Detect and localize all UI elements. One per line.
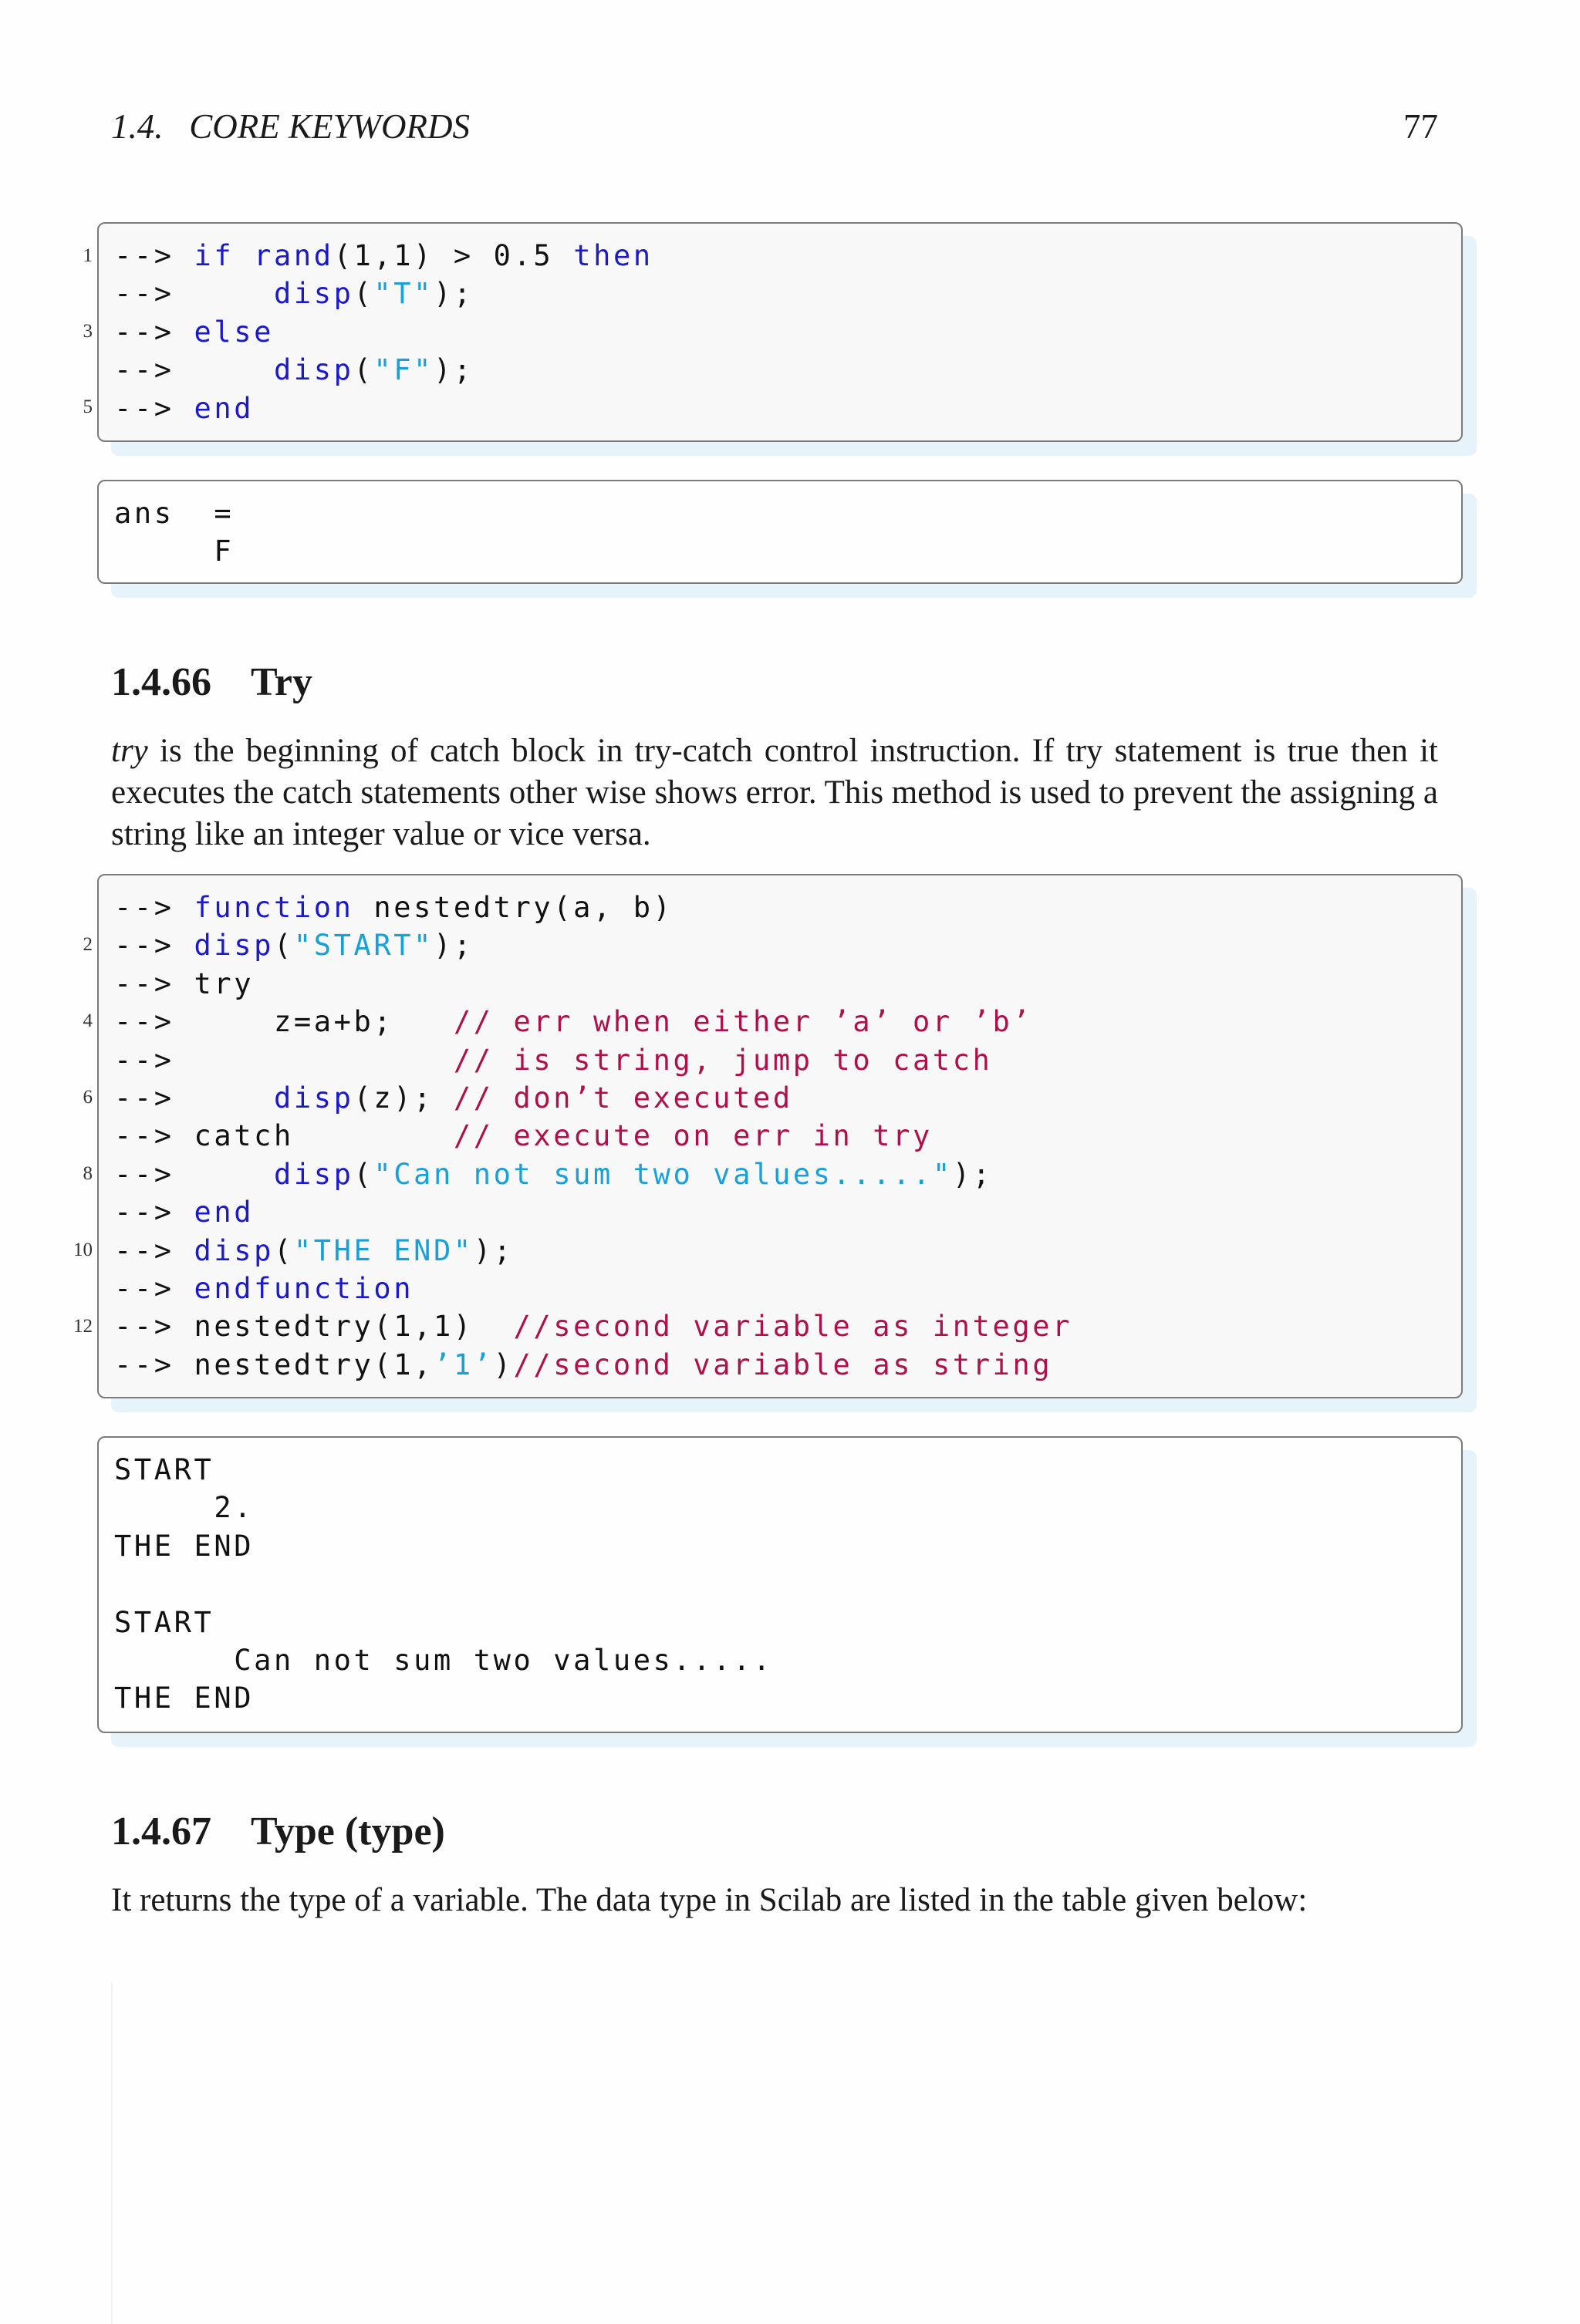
keyword-token: disp	[194, 929, 275, 963]
code-token: -->	[114, 391, 194, 425]
comment-token: // execute on err in try	[453, 1119, 933, 1153]
code-token: -->	[114, 1272, 194, 1305]
code-line	[114, 1003, 1032, 1041]
line-number: 10	[73, 1240, 93, 1260]
keyword-token: then	[573, 239, 653, 272]
code-token: nestedtry(a, b)	[353, 891, 674, 924]
code-token: (	[274, 1233, 294, 1267]
code-line	[114, 1193, 254, 1231]
output-line: ans =	[114, 497, 235, 530]
paragraph-try-text: is the beginning of catch block in try-catch control instruction. If try statement is true then it executes the catch statements other wise shows error. This method is used to prevent the assigning a string like an integer value or vice versa.	[111, 733, 1438, 852]
output-line: THE END	[114, 1529, 255, 1563]
keyword-token: disp	[194, 1233, 275, 1267]
term-try: try	[111, 733, 148, 769]
code-line	[114, 1270, 414, 1307]
code-token: -->	[114, 891, 194, 924]
code-line	[114, 889, 674, 926]
string-token: "START"	[293, 929, 434, 963]
code-block-nestedtry	[97, 874, 1463, 1398]
code-line	[114, 1155, 993, 1193]
code-token: (	[353, 1157, 374, 1191]
output-line: THE END	[114, 1681, 255, 1715]
keyword-token: disp	[274, 277, 354, 311]
section-heading-type: 1.4.67 Type (type)	[111, 1810, 445, 1853]
code-token: );	[434, 929, 474, 963]
code-line	[114, 926, 474, 964]
comment-token: // is string, jump to catch	[453, 1043, 993, 1077]
code-token: );	[952, 1157, 993, 1191]
code-token: );	[473, 1233, 514, 1267]
line-number: 4	[83, 1010, 93, 1031]
code-line	[114, 313, 274, 351]
keyword-token: endfunction	[194, 1272, 414, 1305]
code-line	[114, 351, 474, 389]
page-number: 77	[1403, 107, 1438, 146]
code-line	[114, 1346, 1052, 1384]
code-token: --> nestedtry(1,	[114, 1348, 434, 1381]
code-token: -->	[114, 1233, 194, 1267]
section-heading-try: 1.4.66 Try	[111, 660, 312, 704]
keyword-token: else	[194, 315, 275, 349]
line-number: 6	[83, 1087, 93, 1108]
code-line	[114, 1041, 993, 1079]
code-token: (1,1) > 0.5	[333, 239, 574, 272]
code-token: -->	[114, 353, 275, 387]
code-line	[114, 1307, 1072, 1345]
paragraph-type: It returns the type of a variable. The data type in Scilab are listed in the table given below:	[111, 1882, 1308, 1918]
running-header	[111, 106, 1438, 153]
code-token: -->	[114, 239, 194, 272]
output-line: START	[114, 1453, 214, 1486]
code-line	[114, 275, 474, 312]
page-edge-shade	[111, 1982, 113, 2324]
line-number: 12	[73, 1316, 93, 1337]
code-token: --> try	[114, 966, 255, 1000]
output-block-if-else	[97, 480, 1463, 584]
string-token: "T"	[373, 277, 434, 311]
code-token: --> nestedtry(1,1)	[114, 1310, 514, 1344]
line-number: 2	[83, 934, 93, 955]
code-token: -->	[114, 1196, 194, 1229]
code-token: (z);	[353, 1081, 454, 1115]
keyword-token: end	[194, 1196, 255, 1229]
comment-token: //second variable as string	[513, 1348, 1053, 1381]
code-line	[114, 237, 653, 275]
string-token: "THE END"	[293, 1233, 474, 1267]
output-line: Can not sum two values.....	[114, 1644, 773, 1677]
code-token: -->	[114, 315, 194, 349]
output-line: START	[114, 1605, 214, 1639]
keyword-token: if	[194, 239, 255, 272]
comment-token: // err when either ’a’ or ’b’	[453, 1005, 1033, 1039]
line-number: 5	[83, 396, 93, 417]
line-number: 3	[83, 321, 93, 342]
line-number: 1	[83, 245, 93, 266]
output-line: 2.	[114, 1491, 255, 1525]
code-line	[114, 1117, 933, 1155]
code-line	[114, 965, 254, 1003]
line-number: 8	[83, 1163, 93, 1184]
code-token: (	[353, 353, 374, 387]
code-token: -->	[114, 1043, 454, 1077]
code-token: (	[274, 929, 294, 963]
comment-token: // don’t executed	[453, 1081, 793, 1115]
keyword-token: rand	[254, 239, 334, 272]
comment-token: //second variable as integer	[513, 1310, 1073, 1344]
code-token: );	[434, 277, 474, 311]
keyword-token: disp	[274, 1157, 354, 1191]
keyword-token: end	[194, 391, 255, 425]
output-block-nestedtry	[97, 1436, 1463, 1733]
string-token: ’1’	[434, 1348, 494, 1381]
code-token: -->	[114, 1081, 275, 1115]
output-line: F	[114, 535, 235, 568]
paragraph-try	[111, 730, 1438, 855]
code-block-if-else	[97, 222, 1463, 442]
code-token: --> catch	[114, 1119, 454, 1153]
code-token: (	[353, 277, 374, 311]
code-token: )	[493, 1348, 514, 1381]
chapter-title: 1.4. CORE KEYWORDS	[111, 107, 470, 146]
code-line	[114, 1232, 514, 1270]
string-token: "F"	[373, 353, 434, 387]
keyword-token: disp	[274, 1081, 354, 1115]
code-token: );	[434, 353, 474, 387]
code-line	[114, 1079, 793, 1117]
code-token: -->	[114, 277, 275, 311]
code-token: -->	[114, 929, 194, 963]
keyword-token: disp	[274, 353, 354, 387]
keyword-token: function	[194, 891, 354, 924]
code-token: -->	[114, 1157, 275, 1191]
code-line	[114, 390, 254, 427]
code-token: --> z=a+b;	[114, 1005, 454, 1039]
string-token: "Can not sum two values....."	[373, 1157, 953, 1191]
